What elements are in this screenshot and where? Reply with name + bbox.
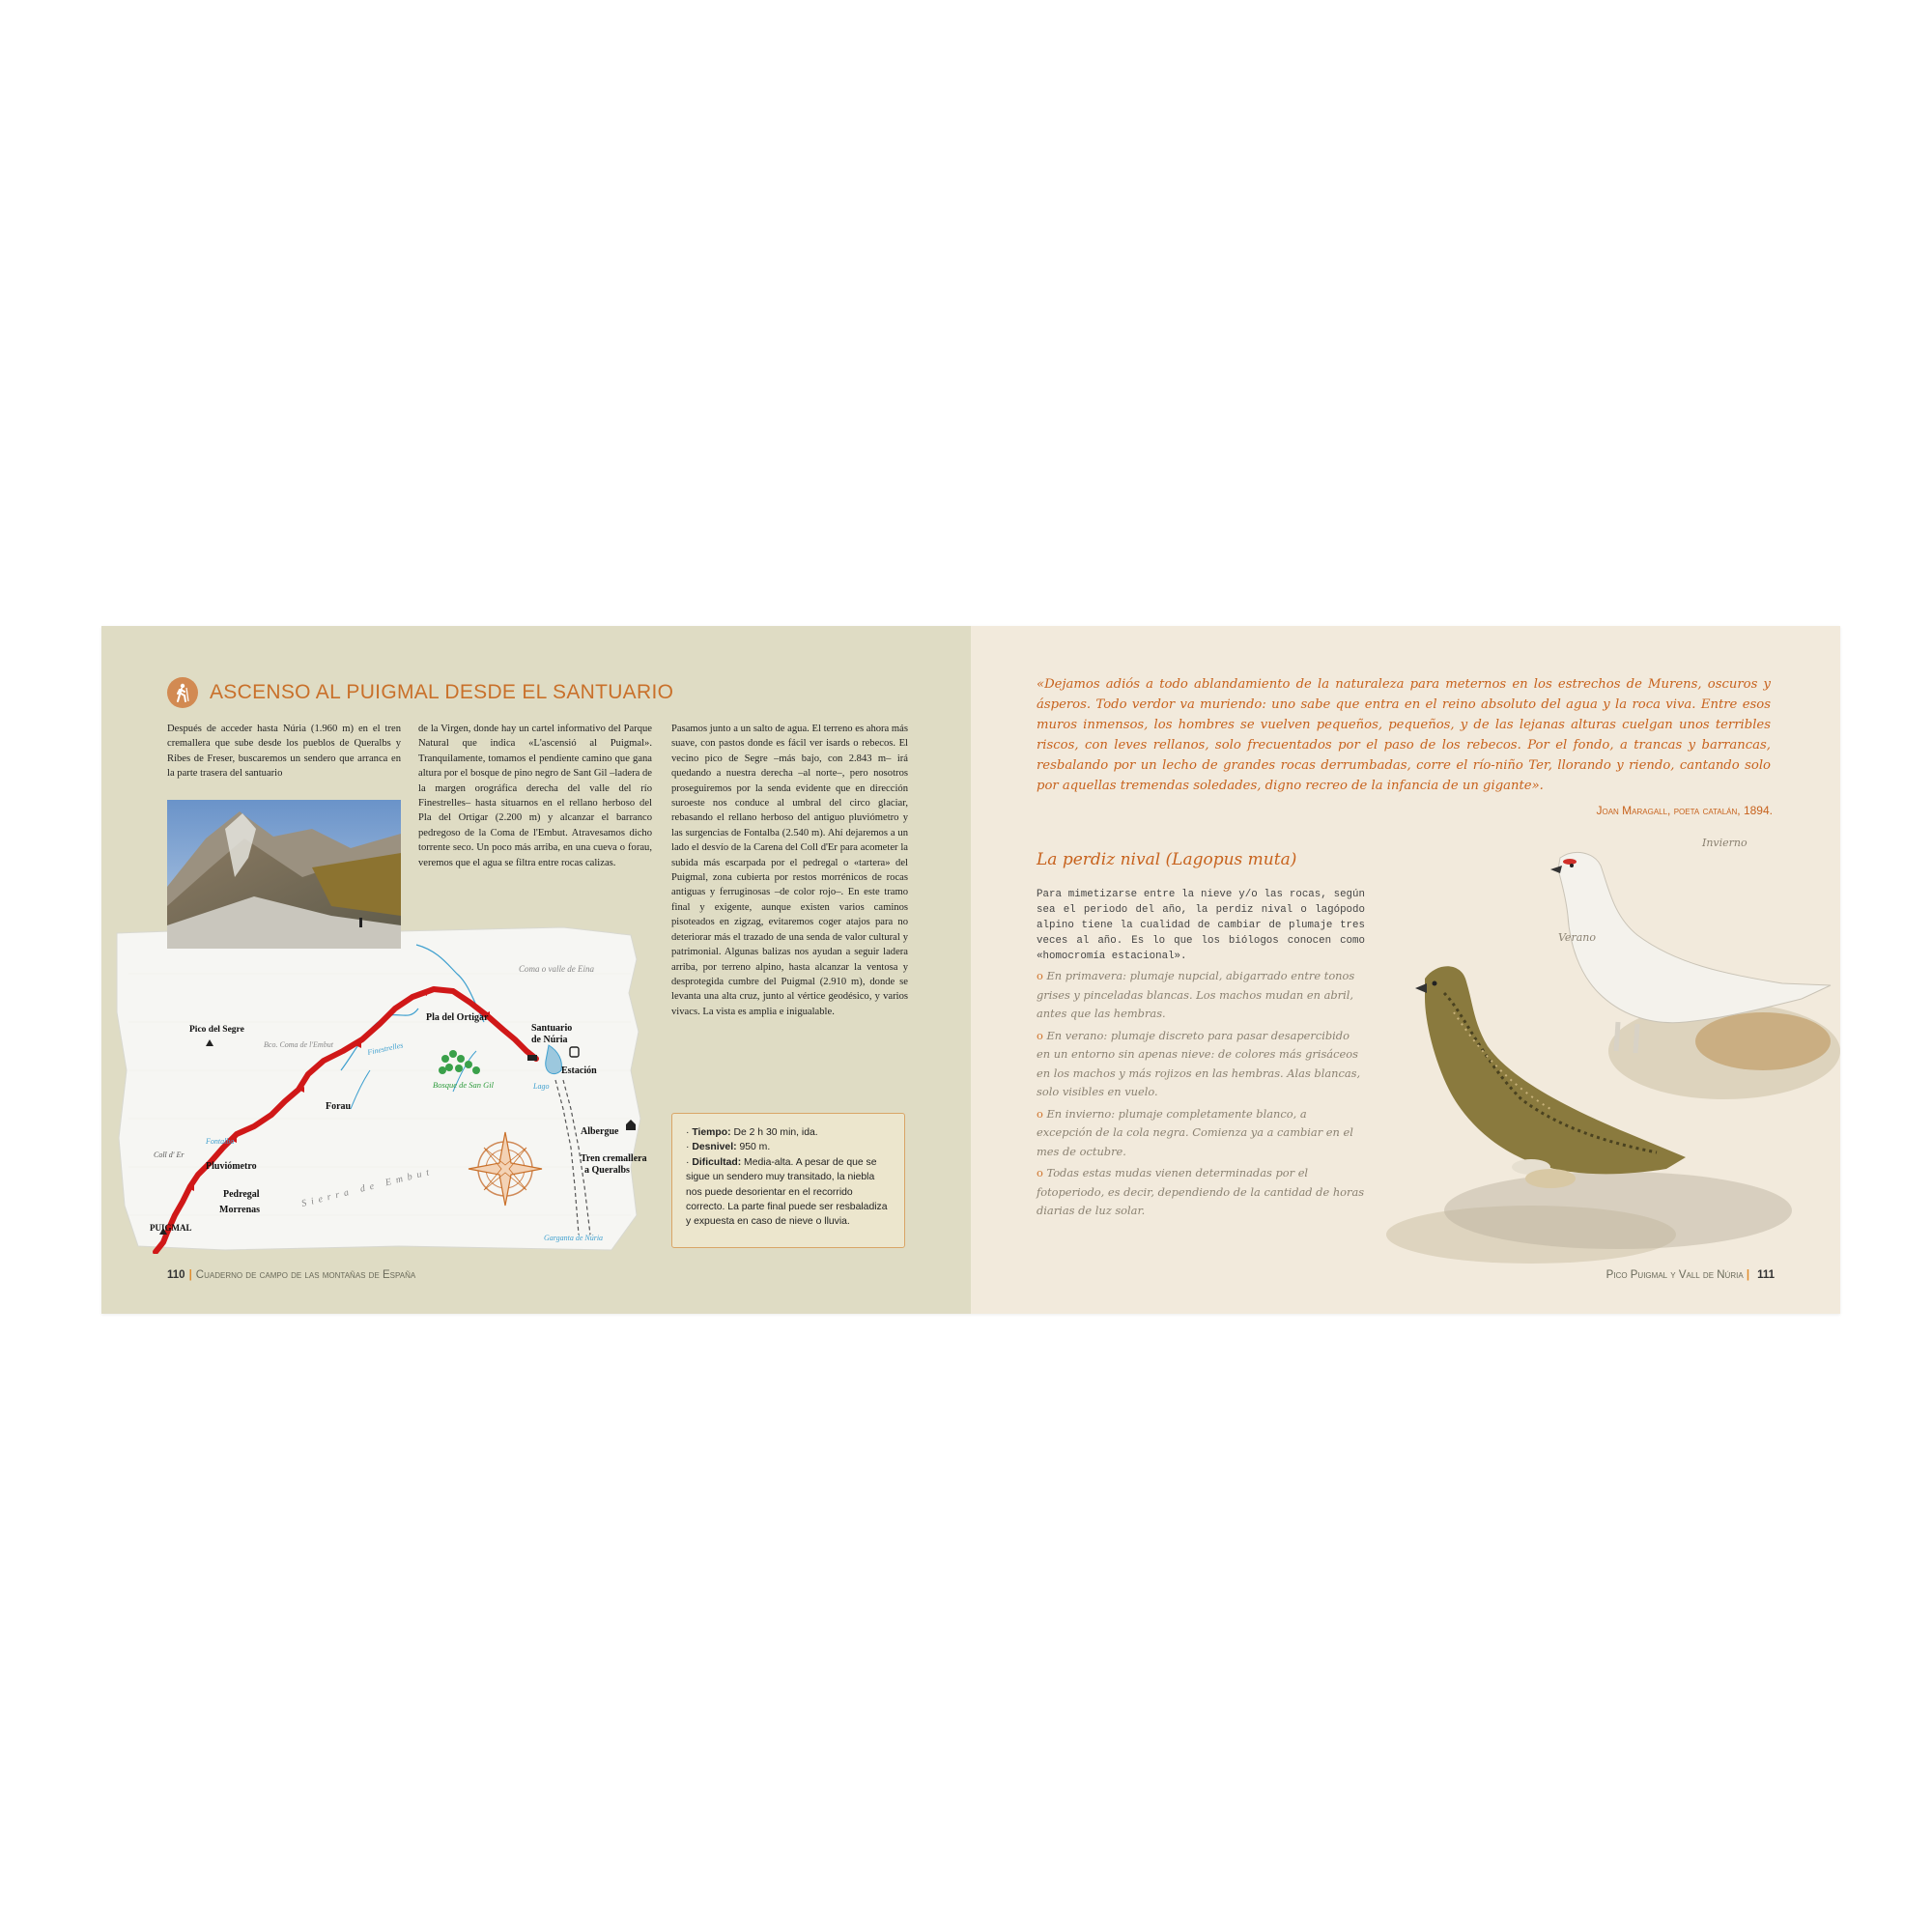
right-page xyxy=(971,626,1840,1314)
map-label-coma-eina: Coma o valle de Eina xyxy=(519,964,594,974)
map-label-pluviometro: Pluviómetro xyxy=(206,1161,257,1172)
page-title: ASCENSO AL PUIGMAL DESDE EL SANTUARIO xyxy=(210,681,674,703)
label-invierno: Invierno xyxy=(1702,837,1747,849)
text-column-2: de la Virgen, donde hay un cartel informativo del Parque Natural que indica «L'ascensió al Puigmal». Tranquilamente, tomamos el pendiente camino que gana altura por el bosque de pino negro de Sant Gil –ladera de la margen orográfica derecha del valle del río Finestrelles– hasta situarnos en el rellano herboso del Pla del Ortigar (2.200 m) y alcanzar el barranco pedregoso de la Coma de l'Embut. Atravesamos dicho torrente seco. Un poco más arriba, en una cueva o forau, veremos que el agua se filtra entre rocas calizas. xyxy=(418,724,652,868)
info-dificultad-value: Media-alta. A pesar de que se sigue un sendero muy transitado, la niebla nos puede desorientar en el recorrido correcto. La parte final puede ser resbaladiza y expuesta en caso de nieve o lluvia. xyxy=(686,1156,888,1228)
plumage-season-list xyxy=(1037,967,1365,1224)
maragall-quote: «Dejamos adiós a todo ablandamiento de la naturaleza para meternos en los estrechos de Murens, oscuros y ásperos. Todo verdor va muriendo: uno sabe que entra en el reino absoluto del agua y la roca viva. Entre esos muros inmensos, los hombres se vuelven pequeños, pequeños, y de las lejanas alturas cuelgan unos terribles riscos, con leves rellanos, solo frecuentados por el paso de los rebecos. Por el fondo, a trancas y barrancas, resbalando por un lecho de grandes rocas derrumbadas, corre el río-niño Ter, llorando y riendo, cantando solo por aquellas tremendas soledades, digno recreo de la infancia de un gigante». xyxy=(1037,677,1771,793)
info-desnivel-value: 950 m. xyxy=(739,1142,771,1153)
left-page xyxy=(101,626,971,1314)
map-label-lago: Lago xyxy=(533,1082,550,1091)
running-head-left: Cuaderno de campo de las montañas de España xyxy=(195,1269,416,1281)
season-text-summer: En verano: plumaje discreto para pasar desapercibido en un entorno sin apenas nieve: de colores más grisáceos en los machos y más rojizos en las hembras. Alas blancas, solo visibles en vuelo. xyxy=(1037,1028,1361,1098)
bird-intro-text: Para mimetizarse entre la nieve y/o las rocas, según sea el periodo del año, la perdiz nival o lagópodo alpino tiene la cualidad de cambiar de plumaje tres veces al año. Es lo que los biólogos conocen como «homocromía estacional». xyxy=(1037,889,1365,962)
text-column-3: Pasamos junto a un salto de agua. El terreno es ahora más suave, con pastos donde es fácil ver isards o rebecos. El vecino pico de Segre –más bajo, con 2.843 m– irá quedando a nuestra derecha –al norte–, pero nosotros proseguiremos por la senda evidente que en dirección suroeste nos conduce al umbral del circo glaciar, rebasando el rellano herboso del antiguo pluviómetro y las surgencias de Fontalba (2.540 m). Ahí dejaremos a un lado el desvío de la Carena del Coll d'Er para acometer la subida más escarpada por el pedregal o «tartera» del Puigmal, zona cubierta por restos morrénicos de rocas antiguas y ferruginosas –de color rojo–. En este tramo final y exigente, aunque existen varios caminos pisoteados en zigzag, evitaremos coger atajos para no deteriorar más el trazado de una senda de valor cultural y patrimonial. Algunas balizas nos ayudan a seguir ladera arriba, por terreno alpino, hasta alcanzar la ventosa y desprotegida cumbre del Puigmal (2.910 m), donde se levanta una alta cruz, junto al vértice geodésico, y varios vivacs. La vista es amplia e inigualable. xyxy=(671,724,908,1017)
info-desnivel-label: Desnivel: xyxy=(692,1142,737,1153)
map-label-santuario: Santuario xyxy=(531,1023,573,1034)
route-map xyxy=(109,916,668,1254)
map-label-morrenas: Morrenas xyxy=(219,1205,261,1215)
map-label-de-nuria: de Núria xyxy=(531,1035,568,1045)
map-label-puigmal: PUIGMAL xyxy=(150,1223,192,1233)
map-label-tren: Tren cremallera xyxy=(581,1153,647,1164)
map-label-bco-coma: Bco. Coma de l'Embut xyxy=(264,1040,333,1049)
map-label-albergue: Albergue xyxy=(581,1126,619,1137)
map-label-forau: Forau xyxy=(326,1101,352,1112)
hiker-icon xyxy=(167,677,198,708)
text-column-1: Después de acceder hasta Núria (1.960 m) en el tren cremallera que sube desde los pueblos de Queralbs y Ribes de Freser, buscaremos un sendero que arranca en la parte trasera del santuario xyxy=(167,724,401,780)
running-head-right: Pico Puigmal y Vall de Núria xyxy=(1605,1269,1744,1281)
season-item-spring: o En primavera: plumaje nupcial, abigarrado entre tonos grises y pinceladas blancas. Los machos mudan en abril, antes que las hembras. xyxy=(1037,969,1355,1020)
info-tiempo-value: De 2 h 30 min, ida. xyxy=(733,1127,818,1138)
map-label-estacion: Estación xyxy=(561,1065,597,1076)
info-dificultad-label: Dificultad: xyxy=(692,1156,742,1168)
mountain-photo xyxy=(167,800,401,949)
map-label-finestrelles: Finestrelles xyxy=(366,1040,405,1057)
map-label-sierra: Sierra de Embut xyxy=(300,1166,436,1209)
map-label-a-queralbs: a Queralbs xyxy=(584,1165,630,1176)
season-text-spring: En primavera: plumaje nupcial, abigarrado entre tonos grises y pinceladas blancas. Los machos mudan en abril, antes que las hembras. xyxy=(1037,969,1355,1020)
bird-section-title: La perdiz nival (Lagopus muta) xyxy=(1037,850,1297,869)
map-label-garganta: Garganta de Núria xyxy=(544,1234,604,1242)
map-label-pla-ortigar: Pla del Ortigar xyxy=(426,1012,489,1023)
map-label-coll-der: Coll d' Er xyxy=(154,1151,185,1159)
map-label-bosque: Bosque de San Gil xyxy=(433,1080,495,1090)
book-spread xyxy=(101,626,1840,1314)
label-verano: Verano xyxy=(1558,931,1596,944)
map-label-fontalba: Fontalba xyxy=(206,1137,235,1146)
ptarmigan-illustration xyxy=(1377,819,1840,1264)
map-label-pico-segre: Pico del Segre xyxy=(189,1025,244,1035)
map-label-pedregal: Pedregal xyxy=(223,1189,260,1200)
season-item-winter: o En invierno: plumaje completamente blanco, a excepción de la cola negra. Comienza ya a cambiar en el mes de octubre. xyxy=(1037,1106,1353,1158)
quote-author: Joan Maragall, poeta catalán, 1894. xyxy=(1596,804,1773,817)
season-text-winter: En invierno: plumaje completamente blanco, a excepción de la cola negra. Comienza ya a cambiar en el mes de octubre. xyxy=(1037,1106,1353,1158)
folio-right: Pico Puigmal y Vall de Núria | 111 xyxy=(1605,1269,1775,1281)
page-number-left: 110 xyxy=(167,1269,185,1281)
season-item-summer: o En verano: plumaje discreto para pasar desapercibido en un entorno sin apenas nieve: de colores más grisáceos en los machos y más rojizos en las hembras. Alas blancas, solo visibles en vuelo. xyxy=(1037,1028,1361,1098)
route-info-box: · Tiempo: De 2 h 30 min, ida. · Desnivel: 950 m. · Dificultad: Media-alta. A pesar de que se sigue un sendero muy transitado, la niebla nos puede desorientar en el recorrido correcto. La parte final puede ser resbaladiza y expuesta en caso de nieve o lluvia. xyxy=(671,1113,905,1248)
season-item-photoperiod: o Todas estas mudas vienen determinadas por el fotoperiodo, es decir, dependiendo de la cantidad de horas diarias de luz solar. xyxy=(1037,1166,1365,1217)
season-text-photoperiod: Todas estas mudas vienen determinadas por el fotoperiodo, es decir, dependiendo de la cantidad de horas diarias de luz solar. xyxy=(1037,1166,1365,1217)
folio-left: 110 | Cuaderno de campo de las montañas de España xyxy=(167,1269,416,1281)
info-tiempo-label: Tiempo: xyxy=(692,1127,731,1138)
page-number-right: 111 xyxy=(1757,1269,1775,1281)
section-header xyxy=(167,676,673,709)
